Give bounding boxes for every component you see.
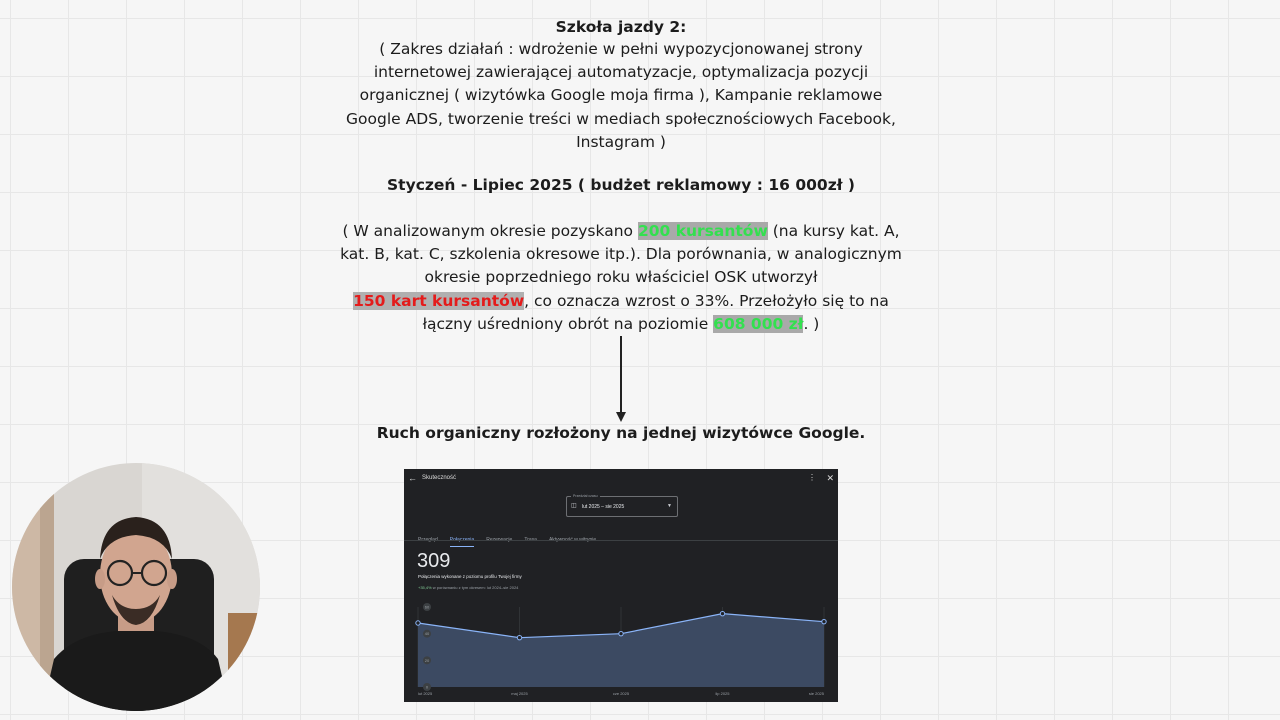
- chart-data-point: [720, 611, 724, 615]
- connector-arrow-line: [620, 336, 622, 414]
- results-line: [340, 313, 902, 336]
- change-note: [418, 585, 518, 590]
- date-range-value: lut 2025 – sie 2025: [582, 504, 625, 510]
- scope-line: organicznej ( wizytówka Google moja firma ), Kampanie reklamowe: [359, 86, 883, 105]
- scope-line: Instagram ): [576, 132, 666, 151]
- chart-y-tick-label: 40: [424, 631, 430, 637]
- scope-line: Google ADS, tworzenie treści w mediach społecznościowych Facebook,: [346, 109, 896, 128]
- chart-y-tick-label: 0: [425, 684, 429, 690]
- tab-website-activity[interactable]: [549, 537, 596, 546]
- chart-data-point: [822, 619, 826, 623]
- chart-data-point: [416, 621, 420, 625]
- metric-label: Połączenia wykonane z poziomu profilu Twojej firmy: [418, 574, 522, 579]
- dropdown-caret-icon: ▼: [667, 503, 672, 509]
- google-business-panel: [404, 469, 838, 702]
- tab-overview[interactable]: [418, 537, 438, 546]
- tab-calls[interactable]: [450, 537, 474, 547]
- calls-count: 309: [417, 550, 451, 572]
- results-text: (na kursy kat. A,: [767, 222, 900, 240]
- presenter-webcam: [12, 463, 260, 711]
- chart-x-tick-label: lut 2025: [418, 691, 433, 696]
- shelf: [228, 613, 260, 683]
- more-vert-icon[interactable]: ⋮: [808, 473, 816, 482]
- results-line: kat. B, kat. C, szkolenia okresowe itp.). Dla porównania, w analogicznym: [340, 245, 902, 264]
- highlight-students: 200 kursantów: [637, 222, 768, 240]
- highlight-revenue: 608 000 zł: [713, 314, 804, 333]
- connector-arrow-head: [616, 412, 626, 422]
- results-text: ( W analizowanym okresie pozyskano: [342, 222, 638, 240]
- scope-line: ( Zakres działań : wdrożenie w pełni wypozycjonowanej strony: [379, 40, 863, 58]
- panel-title: Skuteczność: [422, 475, 457, 481]
- tab-bookings[interactable]: [486, 537, 512, 546]
- close-icon[interactable]: ✕: [826, 473, 834, 483]
- chart-data-point: [619, 631, 623, 635]
- results-text: . ): [803, 314, 820, 333]
- calls-chart: [404, 597, 838, 702]
- results-line: [340, 290, 902, 313]
- tabs-divider: [404, 540, 838, 541]
- chart-x-tick-label: maj 2025: [511, 691, 528, 696]
- change-text: w porównaniu z tym okresem: lut 2024–sie 2024: [431, 585, 519, 590]
- results-text: , co oznacza wzrost o 33%. Przełożyło się to na: [524, 291, 889, 310]
- tab-directions[interactable]: [524, 537, 537, 546]
- chart-x-tick-label: sie 2025: [808, 691, 824, 696]
- calendar-icon: ◫: [571, 503, 577, 509]
- scope-line: internetowej zawierającej automatyzacje, optymalizacja pozycji: [373, 63, 869, 82]
- ear-right: [167, 569, 177, 589]
- chart-x-tick-label: lip 2025: [715, 691, 730, 696]
- panel-tabs: [418, 528, 608, 540]
- arrow-left-icon[interactable]: ←: [408, 473, 417, 483]
- change-value: +35,4%: [418, 585, 432, 590]
- highlight-previous-year: 150 kart kursantów: [353, 291, 525, 310]
- scope-paragraph: [340, 38, 902, 154]
- date-range-select[interactable]: [566, 496, 678, 517]
- chart-x-tick-label: cze 2025: [612, 691, 630, 696]
- chart-y-tick-label: 20: [424, 657, 430, 663]
- ear-left: [95, 569, 105, 589]
- results-line: [340, 220, 902, 243]
- results-line: okresie poprzedniego roku właściciel OSK utworzył: [424, 268, 818, 287]
- chart-y-tick-label: 60: [424, 604, 430, 610]
- presenter-portrait: [12, 463, 260, 711]
- period-heading: Styczeń - Lipiec 2025 ( budżet reklamowy : 16 000zł ): [387, 176, 855, 194]
- panel-header: [404, 469, 838, 491]
- traffic-caption: Ruch organiczny rozłożony na jednej wizytówce Google.: [376, 424, 866, 442]
- results-text: łączny uśredniony obrót na poziomie: [422, 314, 714, 333]
- date-range-label: Przedział czasu: [573, 494, 598, 498]
- slide-title: Szkoła jazdy 2:: [555, 18, 687, 36]
- results-paragraph: [340, 220, 902, 336]
- chart-data-point: [517, 635, 521, 639]
